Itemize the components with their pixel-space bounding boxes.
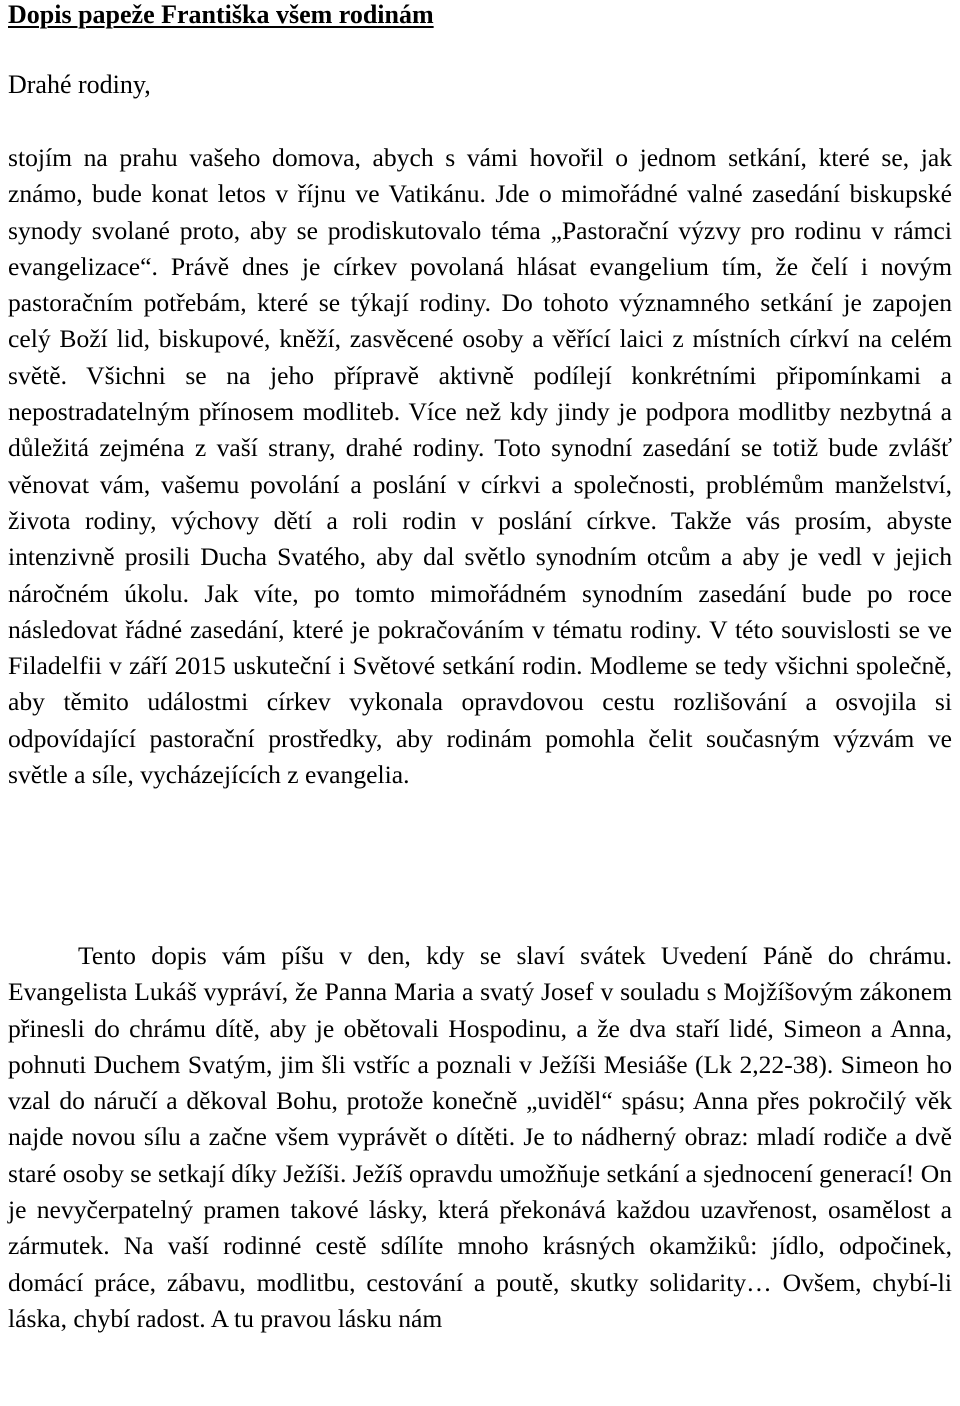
page-title: Dopis papeže Františka všem rodinám [8, 0, 434, 29]
body-paragraph-1: stojím na prahu vašeho domova, abych s vámi hovořil o jednom setkání, které se, jak známo, bude konat letos v říjnu ve Vatikánu. Jde o mimořádné valné zasedání biskupské synody svolané proto, aby se prodiskutovalo téma „Pastorační výzvy pro rodinu v rámci evangelizace“. Právě dnes je církev povolaná hlásat evangelium tím, že čelí i novým pastoračním potřebám, které se týkají rodiny. Do tohoto významného setkání je zapojen celý Boží lid, biskupové, kněží, zasvěcené osoby a věřící laici z místních církví na celém světě. Všichni se na jeho přípravě aktivně podílejí konkrétními připomínkami a nepostradatelným přínosem modliteb. Více než kdy jindy je podpora modlitby nezbytná a důležitá zejména z vaší strany, drahé rodiny. Toto synodní zasedání se totiž bude zvlášť věnovat vám, vašemu povolání a poslání v církvi a společnosti, problémům manželství, života rodiny, výchovy dětí a roli rodin v poslání církve. Takže vás prosím, abyste intenzivně prosili Ducha Svatého, aby dal světlo synodním otcům a aby je vedl v jejich náročném úkolu. Jak víte, po tomto mimořádném synodním zasedání bude po roce následovat řádné zasedání, které je pokračováním v tématu rodiny. V této souvislosti se ve Filadelfii v září 2015 uskuteční i Světové setkání rodin. Modleme se tedy všichni společně, aby těmito událostmi církev vykonala opravdovou cestu rozlišování a osvojila si odpovídající pastorační prostředky, aby rodinám pomohla čelit současným výzvám ve světle a síle, vycházejících z evangelia. [8, 143, 952, 790]
body-paragraph-2: Tento dopis vám píšu v den, kdy se slaví svátek Uvedení Páně do chrámu. Evangelista Lukáš vypráví, že Panna Maria a svatý Josef v souladu s Mojžíšovým zákonem přinesli do chrámu dítě, aby je obětovali Hospodinu, a že dva staří lidé, Simeon a Anna, pohnuti Duchem Svatým, jim šli vstříc a poznali v Ježíši Mesiáše (Lk 2,22-38). Simeon ho vzal do náručí a děkoval Bohu, protože konečně „uviděl“ spásu; Anna přes pokročilý věk najde novou sílu a začne všem vyprávět o dítěti. Je to nádherný obraz: mladí rodiče a dvě staré osoby se setkají díky Ježíši. Ježíš opravdu umožňuje setkání a sjednocení generací! On je nevyčerpatelný pramen takové lásky, která překonává každou uzavřenost, osamělost a zármutek. Na vaší rodinné cestě sdílíte mnoho krásných okamžiků: jídlo, odpočinek, domácí práce, zábavu, modlitbu, cestování a poutě, skutky solidarity… Ovšem, chybí-li láska, chybí radost. A tu pravou lásku nám [8, 941, 952, 1333]
salutation: Drahé rodiny, [8, 70, 151, 99]
